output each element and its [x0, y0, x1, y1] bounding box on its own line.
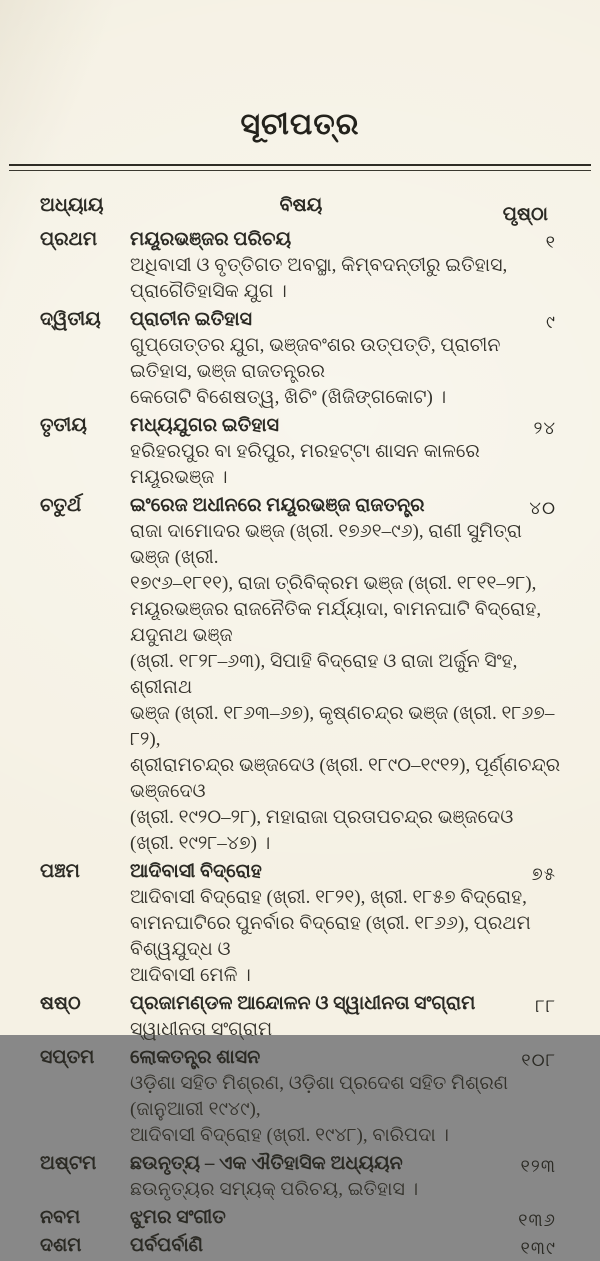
entry-details [130, 333, 562, 411]
toc-entry [40, 1205, 562, 1231]
toc-header-row [40, 193, 562, 227]
entry-page-number: ୧୩୯ [520, 1238, 556, 1258]
toc-entry [40, 413, 562, 491]
entry-details [130, 1071, 562, 1149]
entry-page-number: ୧ [545, 232, 556, 252]
entry-page-number: ୭୫ [531, 864, 556, 884]
entry-title: ଲୋକତନ୍ତ୍ର ଶାସନ [130, 1047, 261, 1068]
entry-title: ଛଉନୃତ୍ୟ – ଏକ ଐତିହାସିକ ଅଧ୍ୟୟନ [130, 1153, 403, 1174]
entry-chapter-ordinal: ଅଷ୍ଟମ [40, 1153, 97, 1174]
entry-chapter-ordinal: ଷଷ୍ଠ [40, 993, 81, 1014]
toc-entry [40, 227, 562, 305]
toc-entry [40, 1151, 562, 1203]
entry-chapter-ordinal: ତୃତୀୟ [40, 415, 87, 436]
entry-page-number: ୯ [546, 312, 556, 332]
entry-title: ପ୍ରଜାମଣ୍ଡଳ ଆନ୍ଦୋଳନ ଓ ସ୍ୱାଧୀନତା ସଂଗ୍ରାମ [130, 993, 476, 1014]
toc-entry [40, 1233, 562, 1259]
entry-details [130, 253, 562, 305]
entry-detail-line: (ଖ୍ରୀ. ୧୯୨୮–୪୭) । [130, 833, 271, 854]
toc-entry [40, 1045, 562, 1149]
entry-detail-line: ସ୍ୱାଧୀନତା ସଂଗ୍ରାମ [130, 1019, 273, 1040]
entry-detail-line: ଶ୍ରୀରାମଚନ୍ଦ୍ର ଭଞ୍ଜଦେଓ (ଖ୍ରୀ. ୧୮୯୦–୧୯୧୨), ପୂର୍ଣ୍ଣଚନ୍ଦ୍ର ଭଞ୍ଜଦେଓ [130, 755, 561, 802]
entry-detail-line: ଆଦିବାସୀ ମେଳି । [130, 965, 251, 986]
entry-title: ଇଂରେଜ ଅଧୀନରେ ମୟୂରଭଞ୍ଜ ରାଜତନ୍ତ୍ର [130, 495, 425, 516]
toc-entry [40, 991, 562, 1043]
entry-detail-line: ମୟୂରଭଞ୍ଜର ରାଜନୈତିକ ମର୍ଯ୍ୟାଦା, ବାମନଘାଟି ବିଦ୍ରୋହ, ଯଦୁନାଥ ଭଞ୍ଜ [130, 599, 542, 646]
page-title: ସୂଚୀପତ୍ର [240, 108, 360, 141]
entry-detail-line: ଓଡ଼ିଶା ସହିତ ମିଶ୍ରଣ, ଓଡ଼ିଶା ପ୍ରଦେଶ ସହିତ ମିଶ୍ରଣ (ଜାନୁଆରୀ ୧୯୪୯), [130, 1073, 509, 1120]
entry-chapter-ordinal: ପ୍ରଥମ [40, 229, 98, 250]
column-header-chapter: ଅଧ୍ୟାୟ [40, 195, 104, 216]
entry-detail-line: ରାଜା ଦାମୋଦର ଭଞ୍ଜ (ଖ୍ରୀ. ୧୭୬୧–୯୬), ରାଣୀ ସୁମିତ୍ରା ଭଞ୍ଜ (ଖ୍ରୀ. [130, 521, 522, 568]
entry-chapter-ordinal: ନବମ [40, 1207, 81, 1228]
entry-details [130, 885, 562, 989]
entry-detail-line: ଆଦିବାସୀ ବିଦ୍ରୋହ (ଖ୍ରୀ. ୧୮୨୧), ଖ୍ରୀ. ୧୮୫୭ ବିଦ୍ରୋହ, [130, 887, 527, 908]
entry-detail-line: ହରିହରପୁର ବା ହରିପୁର, ମରହଟ୍ଟା ଶାସନ କାଳରେ ମୟୂରଭଞ୍ଜ । [130, 441, 480, 488]
entry-detail-line: ଭଞ୍ଜ (ଖ୍ରୀ. ୧୮୬୩–୬୭), କୃଷ୍ଣଚନ୍ଦ୍ର ଭଞ୍ଜ (ଖ୍ରୀ. ୧୮୬୭–୮୨), [130, 703, 555, 750]
entry-chapter-ordinal: ଦ୍ୱିତୀୟ [40, 309, 101, 330]
entry-chapter-ordinal: ପଞ୍ଚମ [40, 861, 80, 882]
entry-detail-line: (ଖ୍ରୀ. ୧୮୨୮–୬୩), ସିପାହି ବିଦ୍ରୋହ ଓ ରାଜା ଅର୍ଜୁନ ସିଂହ, ଶ୍ରୀନାଥ [130, 651, 518, 698]
entry-detail-line: ଛଉନୃତ୍ୟର ସମ୍ୟକ୍ ପରିଚୟ, ଇତିହାସ । [130, 1179, 419, 1200]
entry-detail-line: ଆଦିବାସୀ ବିଦ୍ରୋହ (ଖ୍ରୀ. ୧୯୪୮), ବାରିପଦା । [130, 1125, 449, 1146]
entry-page-number: ୧୨୩ [520, 1156, 556, 1176]
entry-chapter-ordinal: ସପ୍ତମ [40, 1047, 95, 1068]
entry-chapter-ordinal: ଚତୁର୍ଥ [40, 495, 82, 516]
entry-title: ମୟୂରଭଞ୍ଜର ପରିଚୟ [130, 229, 292, 250]
toc-entries [40, 227, 562, 1259]
entry-page-number: ୪୦ [529, 498, 556, 518]
entry-detail-line: ବାମନଘାଟିରେ ପୁନର୍ବାର ବିଦ୍ରୋହ (ଖ୍ରୀ. ୧୮୬୬), ପ୍ରଥମ ବିଶ୍ୱଯୁଦ୍ଧ ଓ [130, 913, 531, 960]
entry-detail-line: (ଖ୍ରୀ. ୧୯୨୦–୨୮), ମହାରାଜା ପ୍ରତାପଚନ୍ଦ୍ର ଭଞ୍ଜଦେଓ [130, 807, 514, 828]
toc-entry [40, 493, 562, 857]
entry-details [130, 1017, 562, 1043]
column-header-page: ପୃଷ୍ଠା [502, 204, 548, 225]
entry-title: ମଧ୍ୟଯୁଗର ଇତିହାସ [130, 415, 279, 436]
entry-title: ଆଦିବାସୀ ବିଦ୍ରୋହ [130, 861, 262, 882]
title-divider [9, 164, 591, 171]
toc-entry [40, 859, 562, 989]
entry-detail-line: କେତୋଟି ବିଶେଷତ୍ୱ, ଖିଚିଂ (ଖିଜିଙ୍ଗକୋଟ) । [130, 387, 447, 408]
column-header-subject: ବିଷୟ [279, 195, 323, 216]
entry-page-number: ୨୪ [533, 418, 556, 438]
entry-title: ପର୍ବପର୍ବାଣି [130, 1235, 204, 1256]
toc-entry [40, 307, 562, 411]
entry-details [130, 439, 562, 491]
entry-title: ଝୁମର ସଂଗୀତ [130, 1207, 226, 1228]
entry-title: ପ୍ରାଚୀନ ଇତିହାସ [130, 309, 252, 330]
entry-page-number: ୮୮ [535, 996, 556, 1016]
entry-details [130, 519, 562, 857]
entry-page-number: ୧୩୬ [518, 1210, 556, 1230]
table-of-contents [40, 193, 562, 1259]
entry-detail-line: ଅଧିବାସୀ ଓ ବୃତ୍ତିଗତ ଅବସ୍ଥା, କିମ୍ବଦନ୍ତୀରୁ ଇତିହାସ, ପ୍ରାଗୈତିହାସିକ ଯୁଗ । [130, 255, 508, 302]
entry-chapter-ordinal: ଦଶମ [40, 1235, 82, 1256]
entry-details [130, 1177, 562, 1203]
entry-detail-line: ଗୁପ୍ତୋତ୍ତର ଯୁଗ, ଭଞ୍ଜବଂଶର ଉତ୍ପତ୍ତି, ପ୍ରାଚୀନ ଇତିହାସ, ଭଞ୍ଜ ରାଜତନ୍ତ୍ରର [130, 335, 501, 382]
entry-detail-line: ୧୭୯୬–୧୮୧୧), ରାଜା ତ୍ରିବିକ୍ରମ ଭଞ୍ଜ (ଖ୍ରୀ. ୧୮୧୧–୨୮), [130, 573, 537, 594]
entry-page-number: ୧୦୮ [521, 1050, 556, 1070]
